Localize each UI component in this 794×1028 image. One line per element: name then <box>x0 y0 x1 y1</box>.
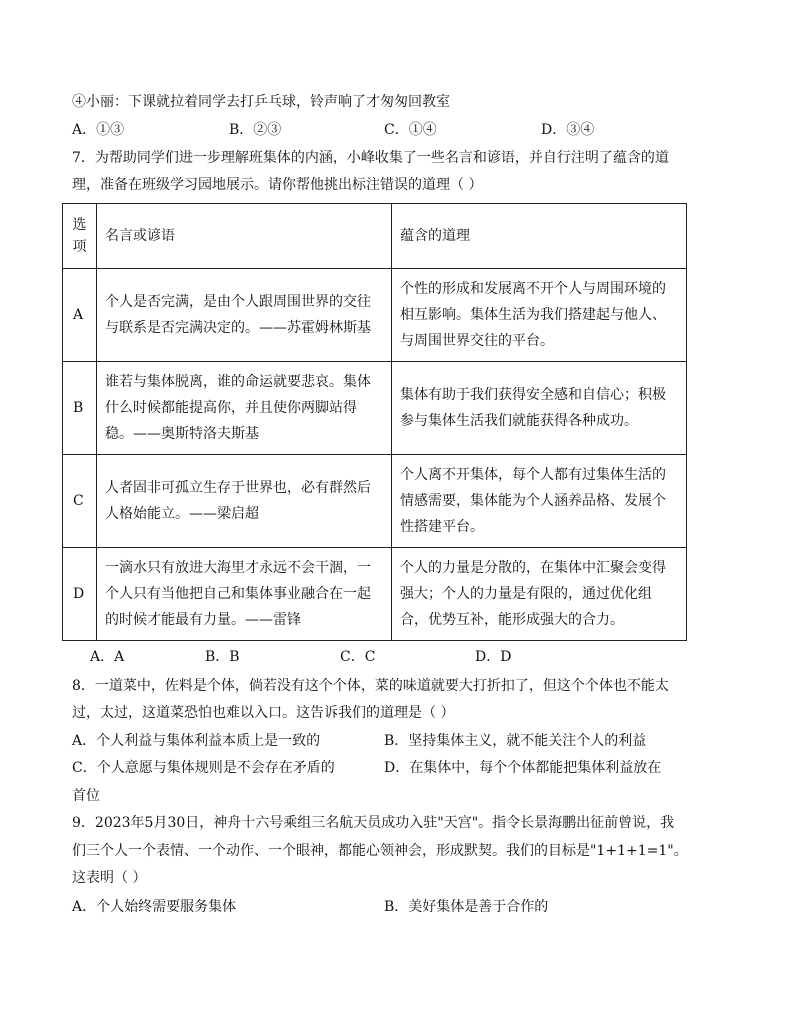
q8-option-d-line1: D．在集体中，每个个体都能把集体利益放在 <box>384 760 662 776</box>
q7-option-a: A．A <box>90 649 125 665</box>
q9-option-b: B．美好集体是善于合作的 <box>384 899 549 915</box>
q8-option-a: A．个人利益与集体利益本质上是一致的 <box>72 733 321 749</box>
q7-table-header-row <box>63 204 687 269</box>
q7-row-meaning: 个人的力量是分散的，在集体中汇聚会变得强大；个人的力量是有限的，通过优化组合，优势互补，能形成强大的合力。 <box>392 548 687 641</box>
q7-header-meaning: 蕴含的道理 <box>392 204 687 269</box>
q6-option-b: B．②③ <box>229 122 282 138</box>
q9-stem-line1: 9．2023年5月30日，神舟十六号乘组三名航天员成功入驻"天宫"。指令长景海鹏出征前曾说，我 <box>72 815 675 831</box>
q7-row-label: C <box>63 455 97 548</box>
q7-header-quote: 名言或谚语 <box>97 204 392 269</box>
q7-header-option: 选项 <box>63 204 97 269</box>
q7-row-label: A <box>63 269 97 362</box>
q7-row-meaning: 集体有助于我们获得安全感和自信心；积极参与集体生活我们就能获得各种成功。 <box>392 362 687 455</box>
q7-option-d: D．D <box>475 649 512 665</box>
q7-table-row <box>63 548 687 641</box>
q8-option-b: B．坚持集体主义，就不能关注个人的利益 <box>384 733 647 749</box>
q9-option-a: A．个人始终需要服务集体 <box>72 899 237 915</box>
q8-option-d-line2: 首位 <box>72 788 100 804</box>
q8-stem-line1: 8．一道菜中，佐料是个体，倘若没有这个个体，菜的味道就要大打折扣了，但这个个体也不能太 <box>72 678 669 694</box>
q7-table-row <box>63 362 687 455</box>
q7-row-quote: 人者固非可孤立生存于世界也，必有群然后人格始能立。——梁启超 <box>97 455 392 548</box>
q7-row-meaning: 个人离不开集体，每个人都有过集体生活的情感需要，集体能为个人涵养品格、发展个性搭建平台。 <box>392 455 687 548</box>
q7-row-label: D <box>63 548 97 641</box>
intro-line: ④小丽：下课就拉着同学去打乒乓球，铃声响了才匆匆回教室 <box>72 94 450 110</box>
q7-option-b: B．B <box>205 649 240 665</box>
q7-row-quote: 个人是否完满，是由个人跟周围世界的交往与联系是否完满决定的。——苏霍姆林斯基 <box>97 269 392 362</box>
q7-table-row <box>63 455 687 548</box>
q7-stem-line1: 7．为帮助同学们进一步理解班集体的内涵，小峰收集了一些名言和谚语，并自行注明了蕴含的道 <box>72 150 669 166</box>
q6-option-d: D．③④ <box>541 122 595 138</box>
q6-option-c: C．①④ <box>384 122 437 138</box>
q7-table <box>62 203 687 641</box>
q7-row-quote: 一滴水只有放进大海里才永远不会干涸，一个人只有当他把自己和集体事业融合在一起的时候才能最有力量。——雷锋 <box>97 548 392 641</box>
q7-table-row <box>63 269 687 362</box>
q8-option-c: C．个人意愿与集体规则是不会存在矛盾的 <box>72 760 335 776</box>
q9-stem-line2: 们三个人一个表情、一个动作、一个眼神，都能心领神会，形成默契。我们的目标是"1+1+1=1"。 <box>72 843 688 859</box>
q9-stem-line3: 这表明（ ） <box>72 870 147 886</box>
q7-option-c: C．C <box>340 649 376 665</box>
q6-option-a: A．①③ <box>72 122 125 138</box>
q7-stem-line2: 理，准备在班级学习园地展示。请你帮他挑出标注错误的道理（ ） <box>72 177 483 193</box>
q8-stem-line2: 过，太过，这道菜恐怕也难以入口。这告诉我们的道理是（ ） <box>72 705 455 721</box>
q7-row-meaning: 个性的形成和发展离不开个人与周围环境的相互影响。集体生活为我们搭建起与他人、与周围世界交往的平台。 <box>392 269 687 362</box>
q7-row-quote: 谁若与集体脱离，谁的命运就要悲哀。集体什么时候都能提高你，并且使你两脚站得稳。——奥斯特洛夫斯基 <box>97 362 392 455</box>
q7-row-label: B <box>63 362 97 455</box>
